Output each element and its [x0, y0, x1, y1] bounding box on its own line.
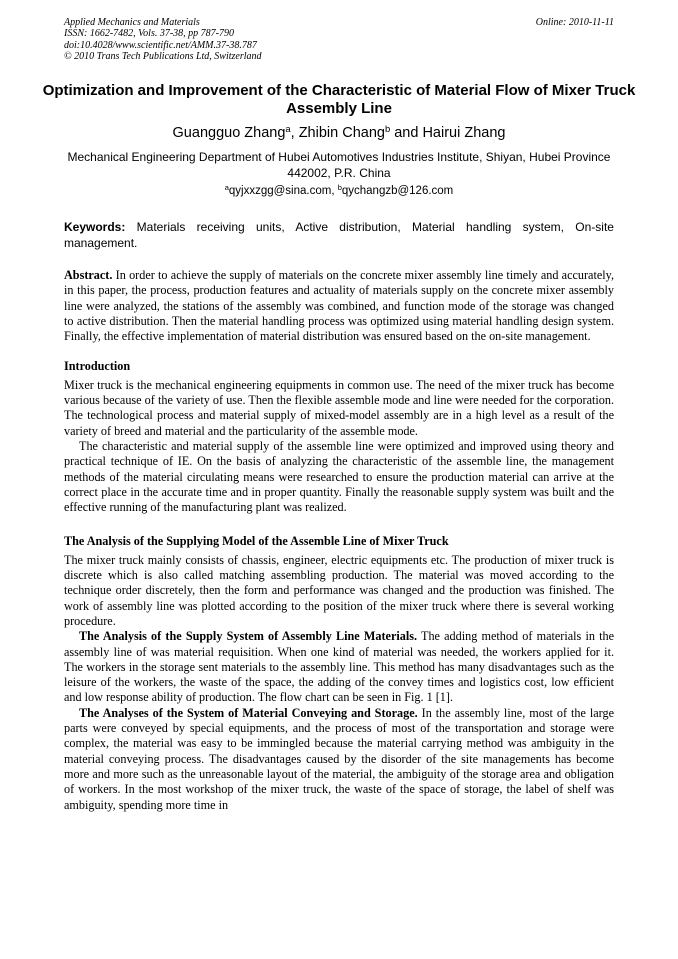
section-heading-introduction: Introduction	[64, 359, 131, 374]
journal-header	[64, 17, 614, 63]
introduction-paragraph: Mixer truck is the mechanical engineering equipments in common use. The need of the mixer truck has become various because of the variety of use. Then the flexible assemble mode and line were needed for the corporation. The technological process and material supply of mixed-model assembly are in a high level as a result of the variety of breed and material and the particularity of the assemble mode.	[64, 377, 614, 438]
author-name: Guangguo Zhang	[172, 125, 286, 141]
doi-line: doi:10.4028/www.scientific.net/AMM.37-38.787	[64, 39, 257, 51]
email-address: qychangzb@126.com	[341, 185, 454, 197]
author-superscript: b	[384, 122, 391, 134]
analysis-paragraph	[64, 629, 614, 705]
keywords-label: Keywords:	[64, 220, 126, 234]
author-name: Hairui Zhang	[422, 125, 506, 141]
subsection-heading: The Analyses of the System of Material Conveying and Storage.	[79, 705, 418, 720]
paragraph-text: In the assembly line, most of the large parts were conveyed by special equipments, and the process of most of the transportation and storage were complex, the material was easy to be immingled because the material carrying method was ambiguity in the material conveying process. The disadvantages caused by the disorder of the site managements has become more and more such as the unreasonable layout of the material, the ambiguity of the storage area and obligation of workers. In the most workshop of the mixer truck, the waste of the space of storage, the label of shelf was ambiguity, spending more time in	[64, 705, 614, 812]
issn-line: ISSN: 1662-7482, Vols. 37-38, pp 787-790	[64, 28, 234, 40]
paper-body	[64, 268, 614, 813]
subsection-heading: The Analysis of the Supply System of Assembly Line Materials.	[79, 629, 418, 644]
email-superscript: a	[224, 182, 229, 192]
copyright-line: © 2010 Trans Tech Publications Ltd, Switzerland	[64, 51, 262, 63]
keywords-block	[64, 220, 614, 251]
introduction-paragraph: The characteristic and material supply of the assemble line were optimized and improved using theory and practical technique of IE. On the basis of analyzing the characteristic of the assemble line, the management methods of the material circulating means were researched to ensure the production material can arrive at the correct place in the accurate time and in proper quantity. Finally the reasonable supply system was built and the effective running of the manufacturing plant was realized.	[64, 438, 614, 515]
affiliation: Mechanical Engineering Department of Hubei Automotives Industries Institute, Shiyan, Hubei Province 442002, P.R. China	[67, 150, 611, 180]
keywords-text: Materials receiving units, Active distribution, Material handling system, On-site management.	[64, 220, 614, 250]
author-list: Guangguo Zhang$^a$, Zhibin Chang$^b$ and Hairui Zhang	[172, 122, 506, 141]
author-name: Zhibin Chang	[298, 125, 385, 141]
paragraph-text: The adding method of materials in the assembly line of was material requisition. When one kind of material was needed, the workers applied for it. The workers in the storage sent materials to the assembly line. This method has many disadvantages such as the leisure of the workers, the waste of the space, the adding of the convey times and logistics cost, low efficient and low response ability of production. The flow chart can be seen in Fig. 1 [1].	[64, 629, 615, 705]
journal-name: Applied Mechanics and Materials	[64, 17, 200, 28]
email-line: $^a$qyjxxzgg@sina.com, $^b$qychangzb@126.com	[224, 182, 454, 197]
author-conjunction: and	[390, 125, 423, 141]
analysis-paragraph	[64, 706, 614, 813]
abstract-text: In order to achieve the supply of materials on the concrete mixer assembly line timely and accurately, in this paper, the process, production features and actuality of materials supply on the concrete mixer assembly line were analyzed, the stations of the assembly was combined, and function mode of the storage was changed to active distribution. Then the material handling process was optimized using material handling design system. Finally, the effective implementation of material distribution was ensured based on the on-site management.	[64, 268, 614, 344]
section-heading-analysis: The Analysis of the Supplying Model of the Assemble Line of Mixer Truck	[64, 534, 449, 549]
online-date: Online: 2010-11-11	[535, 17, 614, 28]
paper-title: Optimization and Improvement of the Characteristic of Material Flow of Mixer Truck Assembly Line	[42, 82, 636, 117]
email-superscript: b	[337, 182, 342, 192]
email-address: qyjxxzgg@sina.com	[228, 185, 332, 197]
author-superscript: a	[285, 122, 291, 134]
analysis-paragraph: The mixer truck mainly consists of chassis, engineer, electric equipments etc. The production of mixer truck is discrete which is also called matching assembling production. The material was moved according to the technique order discretely, then the form and performance was changed and the production was finished. The work of assembly line was plotted according to the position of the mixer truck where there is several working procedure.	[64, 552, 614, 628]
abstract-label: Abstract.	[64, 268, 113, 282]
abstract-paragraph	[64, 268, 614, 344]
